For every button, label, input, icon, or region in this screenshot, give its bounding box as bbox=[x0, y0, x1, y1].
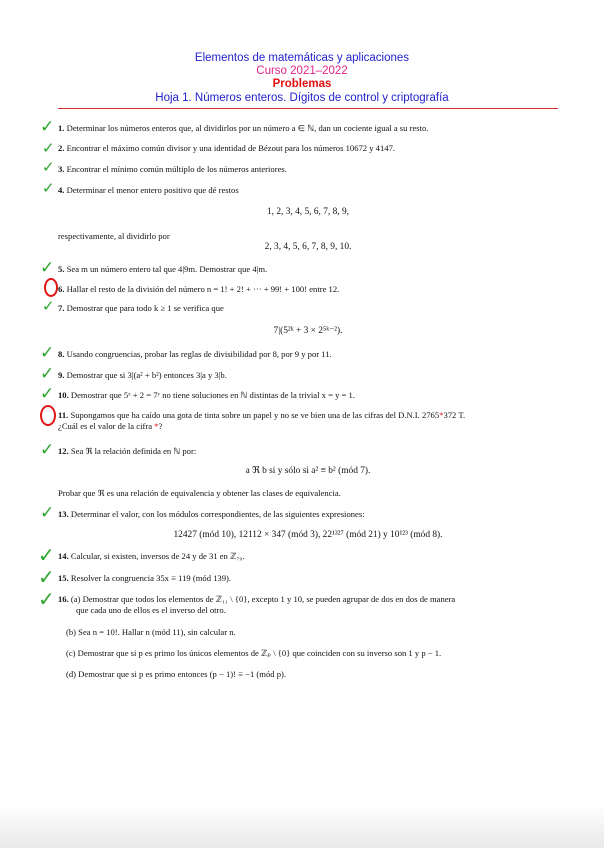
check-icon: ✓ bbox=[42, 179, 55, 197]
problem-11-question: ¿Cuál es el valor de la cifra bbox=[58, 421, 155, 431]
problem-number: 1. bbox=[58, 123, 65, 133]
problem-text: Demostrar que 5ˣ + 2 = 7ʸ no tiene soluciones en ℕ distintas de la trivial x = y = 1. bbox=[70, 390, 355, 400]
header-divider bbox=[58, 108, 558, 109]
problem-number: 2. bbox=[58, 143, 65, 153]
problem-text: Sea m un número entero tal que 4|9m. Demostrar que 4|m. bbox=[66, 264, 268, 274]
document-header bbox=[0, 52, 604, 105]
problem-15 bbox=[58, 573, 558, 584]
problem-number: 14. bbox=[58, 551, 69, 561]
problem-1 bbox=[58, 123, 558, 134]
problem-11-question-end: ? bbox=[158, 421, 163, 431]
problem-number: 12. bbox=[58, 446, 69, 456]
problem-16d: (d) Demostrar que si p es primo entonces (p − 1)! ≡ −1 (mód p). bbox=[66, 669, 287, 679]
problem-16a: (a) Demostrar que todos los elementos de ℤ₁₁ \ {0}, excepto 1 y 10, se pueden agrupar de dos en dos de manera bbox=[70, 594, 456, 604]
problem-13-equation: 12427 (mód 10), 12112 × 347 (mód 3), 22¹³²⁷ (mód 21) y 10¹²³ (mód 8). bbox=[173, 530, 443, 540]
check-icon: ✓ bbox=[40, 503, 55, 523]
check-icon: ✓ bbox=[40, 343, 55, 363]
problem-number: 3. bbox=[58, 164, 65, 174]
ink-star: * bbox=[154, 421, 159, 431]
problem-6 bbox=[58, 284, 558, 295]
problem-text: Calcular, si existen, inversos de 24 y de 31 en ℤ₇₉. bbox=[70, 551, 245, 561]
problem-number: 15. bbox=[58, 573, 69, 583]
ink-star: * bbox=[439, 410, 444, 420]
problem-5 bbox=[58, 264, 558, 275]
problem-number: 5. bbox=[58, 264, 65, 274]
check-icon: ✓ bbox=[38, 543, 55, 567]
problem-text: Usando congruencias, probar las reglas de divisibilidad por 8, por 9 y por 11. bbox=[66, 349, 332, 359]
sheet-title: Hoja 1. Números enteros. Dígitos de control y criptografía bbox=[155, 92, 449, 104]
circle-mark-icon bbox=[44, 278, 58, 297]
problem-text: Encontrar el máximo común divisor y una identidad de Bézout para los números 10672 y 4147. bbox=[66, 143, 396, 153]
check-icon: ✓ bbox=[40, 440, 55, 460]
problem-11 bbox=[58, 410, 558, 432]
problem-4-equation-1: 1, 2, 3, 4, 5, 6, 7, 8, 9, bbox=[266, 207, 350, 217]
problem-text-end: 372 T. bbox=[443, 410, 466, 420]
problem-7-equation: 7|(5²ᵏ + 3 × 2⁵ᵏ⁻²). bbox=[273, 326, 343, 336]
problem-4-equation-2: 2, 3, 4, 5, 6, 7, 8, 9, 10. bbox=[264, 242, 352, 252]
problem-2 bbox=[58, 143, 558, 154]
check-icon: ✓ bbox=[40, 117, 55, 137]
problem-14 bbox=[58, 551, 558, 562]
problem-number: 13. bbox=[58, 509, 69, 519]
problem-number: 11. bbox=[58, 410, 69, 420]
problem-text: Sea ℜ la relación definida en ℕ por: bbox=[70, 446, 197, 456]
check-icon: ✓ bbox=[38, 565, 55, 589]
problem-8 bbox=[58, 349, 558, 360]
check-icon: ✓ bbox=[40, 384, 55, 404]
problem-text: Determinar el valor, con los módulos correspondientes, de las siguientes expresiones: bbox=[70, 509, 365, 519]
problem-number: 6. bbox=[58, 284, 65, 294]
problem-16 bbox=[58, 594, 558, 605]
check-icon: ✓ bbox=[40, 258, 55, 278]
problem-10 bbox=[58, 390, 558, 401]
problem-12 bbox=[58, 446, 558, 457]
problem-number: 16. bbox=[58, 594, 69, 604]
problem-4-mid-text: respectivamente, al dividirlo por bbox=[58, 231, 170, 241]
problem-16b: (b) Sea n = 10!. Hallar n (mód 11), sin calcular n. bbox=[66, 627, 236, 637]
problem-text: Encontrar el mínimo común múltiplo de los números anteriores. bbox=[66, 164, 287, 174]
problem-text: Demostrar que si 3|(a² + b²) entonces 3|a y 3|b. bbox=[66, 370, 227, 380]
problem-text: Determinar los números enteros que, al dividirlos por un número a ∈ ℕ, dan un cociente igual a su resto. bbox=[66, 123, 429, 133]
problem-number: 10. bbox=[58, 390, 69, 400]
problem-16c: (c) Demostrar que si p es primo los únicos elementos de ℤₚ \ {0} que coinciden con su inverso son 1 y p − 1. bbox=[66, 648, 442, 658]
check-icon: ✓ bbox=[40, 364, 55, 384]
check-icon: ✓ bbox=[38, 587, 55, 611]
problem-4 bbox=[58, 185, 558, 196]
problem-number: 9. bbox=[58, 370, 65, 380]
problem-text: Determinar el menor entero positivo que dé restos bbox=[66, 185, 239, 195]
course-year: Curso 2021–2022 bbox=[256, 65, 348, 77]
problem-number: 8. bbox=[58, 349, 65, 359]
problem-text: Resolver la congruencia 35x ≡ 119 (mód 139). bbox=[70, 573, 232, 583]
problem-7 bbox=[58, 303, 558, 314]
problem-13 bbox=[58, 509, 558, 520]
problem-text: Hallar el resto de la división del número n = 1! + 2! + ··· + 99! + 100! entre 12. bbox=[66, 284, 340, 294]
problem-12-equation: a ℜ b si y sólo si a² ≡ b² (mód 7). bbox=[245, 466, 371, 476]
problem-text: Supongamos que ha caído una gota de tinta sobre un papel y no se ve bien una de las cifras del D.N.I. 2765 bbox=[70, 410, 440, 420]
problem-text: Demostrar que para todo k ≥ 1 se verifica que bbox=[66, 303, 224, 313]
circle-mark-icon bbox=[40, 405, 56, 426]
problem-3 bbox=[58, 164, 558, 175]
check-icon: ✓ bbox=[42, 158, 55, 176]
problem-9 bbox=[58, 370, 558, 381]
page-bottom-shadow bbox=[0, 804, 604, 848]
problem-number: 7. bbox=[58, 303, 65, 313]
problem-number: 4. bbox=[58, 185, 65, 195]
problem-12-after: Probar que ℜ es una relación de equivalencia y obtener las clases de equivalencia. bbox=[58, 488, 341, 498]
problem-16a-cont: que cada uno de ellos es el inverso del otro. bbox=[76, 605, 226, 615]
check-icon: ✓ bbox=[42, 139, 55, 157]
course-title: Elementos de matemáticas y aplicaciones bbox=[194, 52, 410, 64]
check-icon: ✓ bbox=[42, 297, 55, 315]
section-title: Problemas bbox=[272, 78, 332, 90]
